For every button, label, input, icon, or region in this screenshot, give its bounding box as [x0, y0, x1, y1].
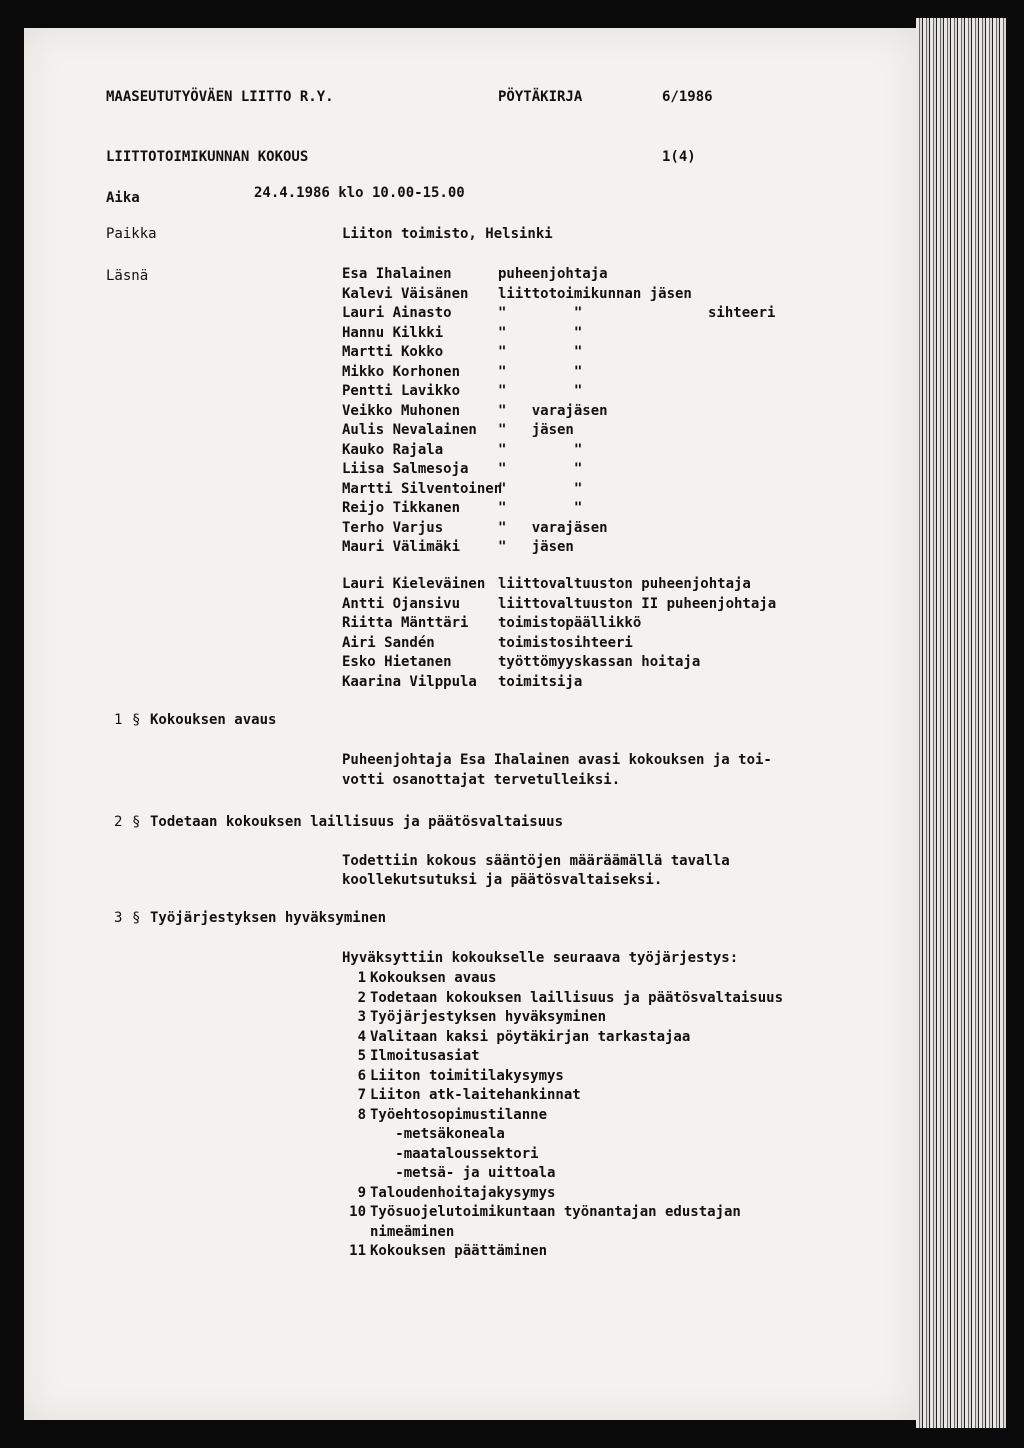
attendee-name: Martti Silventoinen: [342, 480, 503, 497]
agenda-item-number: 6: [357, 1067, 366, 1084]
meeting-title: LIITTOTOIMIKUNNAN KOKOUS: [106, 149, 309, 165]
agenda-item-number: 4: [357, 1028, 366, 1045]
attendee-name: Terho Varjus: [342, 519, 444, 536]
staff-role: liittovaltuuston puheenjohtaja: [498, 576, 751, 592]
attendee-name: Martti Kokko: [342, 344, 444, 360]
section-number: 1: [114, 712, 123, 728]
agenda-item-text: Kokouksen päättäminen: [370, 1243, 548, 1259]
attendee-role: puheenjohtaja: [498, 266, 608, 282]
section-sign: §: [132, 814, 141, 830]
attendee-role: " ": [498, 441, 583, 458]
time-value: 24.4.1986 klo 10.00-15.00: [254, 185, 465, 201]
staff-name: Kaarina Vilppula: [342, 673, 477, 690]
agenda-item-text: -metsä- ja uittoala: [370, 1165, 556, 1181]
section-sign: §: [132, 712, 141, 728]
section-number: 2: [114, 814, 123, 830]
attendee-name: Mikko Korhonen: [342, 363, 461, 380]
attendee-name: Lauri Ainasto: [342, 305, 452, 321]
attendee-role: " ": [498, 480, 583, 497]
agenda-item-number: 3: [357, 1009, 366, 1025]
agenda-item-text: Liiton toimitilakysymys: [370, 1067, 564, 1084]
agenda-item-text: Todetaan kokouksen laillisuus ja päätösvaltaisuus: [370, 989, 784, 1006]
agenda-item-text: -maataloussektori: [370, 1145, 539, 1162]
staff-role: liittovaltuuston II puheenjohtaja: [498, 595, 777, 612]
attendee-name: Aulis Nevalainen: [342, 422, 477, 438]
staff-role: työttömyyskassan hoitaja: [498, 654, 701, 670]
agenda-item-number: 9: [357, 1184, 366, 1201]
attendee-name: Hannu Kilkki: [342, 324, 444, 341]
attendee-role: " ": [498, 344, 583, 360]
attendee-name: Veikko Muhonen: [342, 402, 461, 419]
staff-role: toimitsija: [498, 673, 583, 690]
section-body-line: Puheenjohtaja Esa Ihalainen avasi kokouksen ja toi-: [342, 752, 772, 768]
attendee-role: " ": [498, 500, 583, 516]
attendee-name: Reijo Tikkanen: [342, 500, 461, 516]
section-title: Työjärjestyksen hyväksyminen: [150, 910, 387, 926]
attendee-role: " ": [498, 461, 583, 477]
book-page-edges: [916, 18, 1006, 1428]
attendee-name: Esa Ihalainen: [342, 266, 452, 282]
section-title: Todetaan kokouksen laillisuus ja päätösvaltaisuus: [150, 814, 564, 830]
staff-name: Antti Ojansivu: [342, 595, 461, 612]
attendee-role: liittotoimikunnan jäsen: [498, 285, 692, 302]
attendee-role: " varajäsen: [498, 402, 608, 419]
agenda-item-text: -metsäkoneala: [370, 1126, 505, 1142]
agenda-item-text: Ilmoitusasiat: [370, 1048, 480, 1064]
attendee-role: " ": [498, 324, 583, 341]
agenda-item-text: Taloudenhoitajakysymys: [370, 1184, 556, 1201]
staff-name: Lauri Kieleväinen: [342, 576, 486, 592]
attendee-name: Kauko Rajala: [342, 441, 444, 458]
section-body-line: Hyväksyttiin kokoukselle seuraava työjärjestys:: [342, 950, 739, 966]
place-value: Liiton toimisto, Helsinki: [342, 226, 553, 242]
attendee-role: " jäsen: [498, 422, 574, 438]
agenda-item-text: Työehtosopimustilanne: [370, 1106, 548, 1123]
agenda-item-text: Liiton atk-laitehankinnat: [370, 1087, 581, 1103]
attendee-extra-role: sihteeri: [708, 305, 776, 321]
section-number: 3: [114, 910, 123, 926]
agenda-item-number: 11: [349, 1243, 366, 1259]
attendee-role: " varajäsen: [498, 519, 608, 536]
attendee-name: Kalevi Väisänen: [342, 285, 469, 302]
attendee-role: " ": [498, 305, 583, 321]
attendee-role: " jäsen: [498, 539, 574, 555]
page-number: 1(4): [662, 149, 696, 165]
agenda-item-number: 7: [357, 1087, 366, 1103]
section-body-line: Todettiin kokous sääntöjen määräämällä tavalla: [342, 853, 730, 869]
staff-name: Esko Hietanen: [342, 654, 452, 670]
attendee-name: Liisa Salmesoja: [342, 461, 469, 477]
staff-name: Riitta Mänttäri: [342, 615, 469, 631]
agenda-item-number: 5: [357, 1048, 366, 1064]
agenda-item-number: 10: [349, 1204, 366, 1220]
document-type: PÖYTÄKIRJA: [498, 89, 583, 105]
document-number: 6/1986: [662, 89, 713, 105]
attendee-name: Pentti Lavikko: [342, 383, 461, 399]
agenda-item-text: Valitaan kaksi pöytäkirjan tarkastajaa: [370, 1028, 691, 1045]
section-body-line: votti osanottajat tervetulleiksi.: [342, 772, 621, 788]
agenda-item-text: Kokouksen avaus: [370, 970, 497, 986]
staff-role: toimistopäällikkö: [498, 615, 642, 631]
staff-name: Airi Sandén: [342, 634, 435, 651]
staff-role: toimistosihteeri: [498, 634, 633, 651]
agenda-item-text: Työjärjestyksen hyväksyminen: [370, 1009, 607, 1025]
section-body-line: koollekutsutuksi ja päätösvaltaiseksi.: [342, 872, 663, 888]
agenda-item-number: 2: [357, 989, 366, 1006]
organization-name: MAASEUTUTYÖVÄEN LIITTO R.Y.: [106, 89, 334, 105]
attendee-role: " ": [498, 383, 583, 399]
agenda-item-number: 1: [357, 970, 366, 986]
agenda-item-text: Työsuojelutoimikuntaan työnantajan edustajan: [370, 1204, 741, 1220]
time-label: Aika: [106, 190, 140, 206]
attendee-role: " ": [498, 363, 583, 380]
agenda-item-text: nimeäminen: [370, 1223, 455, 1240]
section-sign: §: [132, 910, 141, 926]
section-title: Kokouksen avaus: [150, 712, 277, 728]
attendee-name: Mauri Välimäki: [342, 539, 461, 555]
present-label: Läsnä: [106, 268, 149, 284]
place-label: Paikka: [106, 226, 157, 242]
agenda-item-number: 8: [357, 1106, 366, 1123]
